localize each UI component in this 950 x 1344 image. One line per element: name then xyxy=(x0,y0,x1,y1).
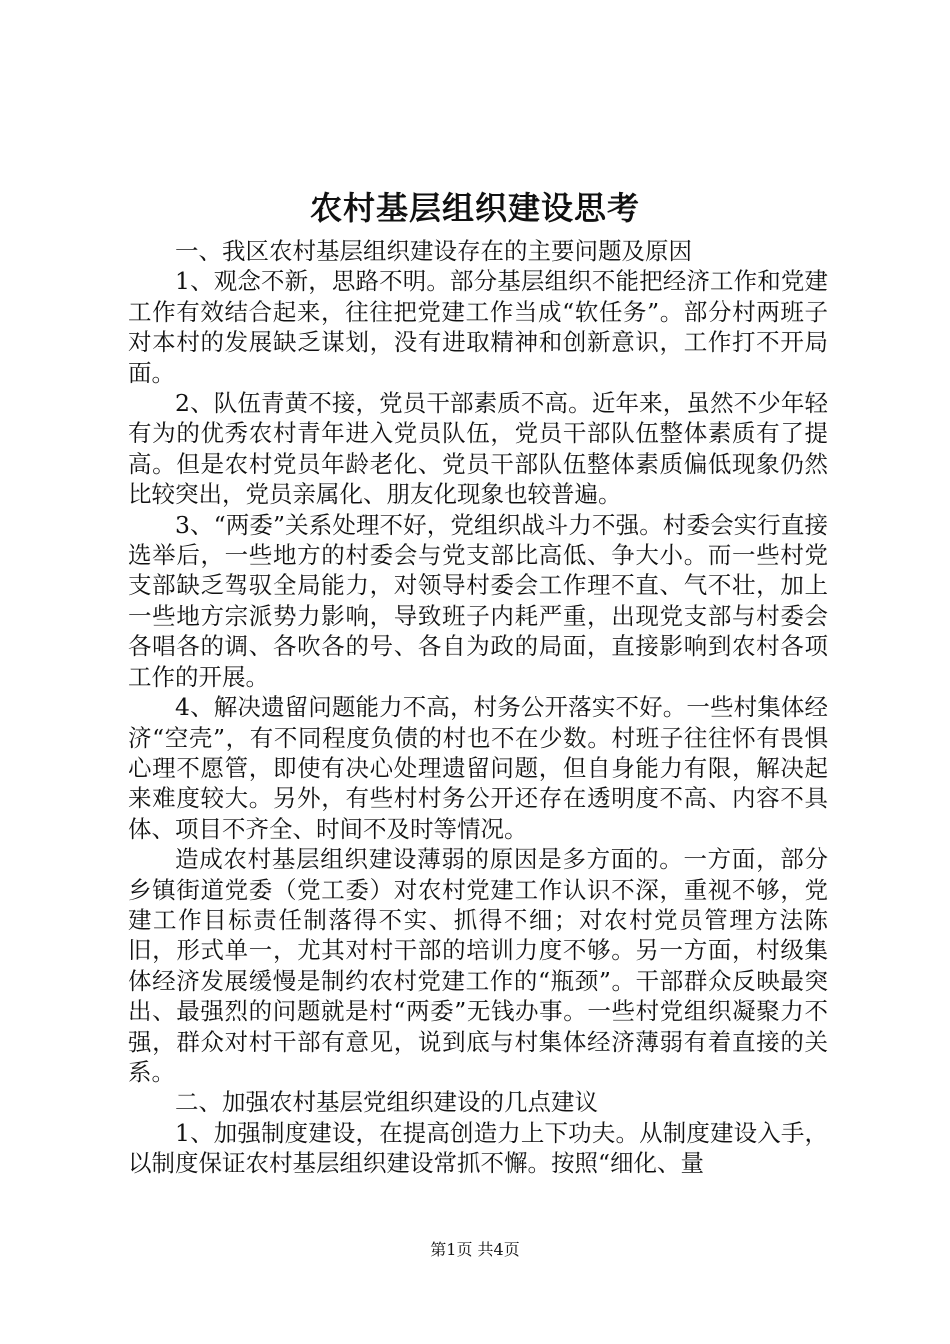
page-footer: 第1页 共4页 xyxy=(430,1240,520,1259)
document-body xyxy=(128,236,828,1179)
paragraph-3: 3、“两委”关系处理不好，党组织战斗力不强。村委会实行直接选举后，一些地方的村委会与党支部比高低、争大小。而一些村党支部缺乏驾驭全局能力，对领导村委会工作理不直、气不壮，加上一些地方宗派势力影响，导致班子内耗严重，出现党支部与村委会各唱各的调、各吹各的号、各自为政的局面，直接影响到农村各项工作的开展。 xyxy=(128,510,828,691)
paragraph-5: 造成农村基层组织建设薄弱的原因是多方面的。一方面，部分乡镇街道党委（党工委）对农村党建工作认识不深，重视不够，党建工作目标责任制落得不实、抓得不细；对农村党员管理方法陈旧，形式单一，尤其对村干部的培训力度不够。另一方面，村级集体经济发展缓慢是制约农村党建工作的“瓶颈”。干部群众反映最突出、最强烈的问题就是村“两委”无钱办事。一些村党组织凝聚力不强，群众对村干部有意见，说到底与村集体经济薄弱有着直接的关系。 xyxy=(128,845,828,1086)
paragraph-2: 2、队伍青黄不接，党员干部素质不高。近年来，虽然不少年轻有为的优秀农村青年进入党员队伍，党员干部队伍整体素质有了提高。但是农村党员年龄老化、党员干部队伍整体素质偏低现象仍然比较突出，党员亲属化、朋友化现象也较普遍。 xyxy=(128,389,828,509)
paragraph-1: 1、观念不新，思路不明。部分基层组织不能把经济工作和党建工作有效结合起来，往往把党建工作当成“软任务”。部分村两班子对本村的发展缺乏谋划，没有进取精神和创新意识，工作打不开局面。 xyxy=(128,267,828,387)
section-heading-1: 一、我区农村基层组织建设存在的主要问题及原因 xyxy=(175,237,692,265)
section-heading-2: 二、加强农村基层党组织建设的几点建议 xyxy=(175,1088,598,1117)
paragraph-6: 1、加强制度建设，在提高创造力上下功夫。从制度建设入手，以制度保证农村基层组织建设常抓不懈。按照“细化、量 xyxy=(128,1118,828,1178)
paragraph-4: 4、解决遗留问题能力不高，村务公开落实不好。一些村集体经济“空壳”，有不同程度负债的村也不在少数。村班子往往怀有畏惧心理不愿管，即使有决心处理遗留问题，但自身能力有限，解决起来难度较大。另外，有些村村务公开还存在透明度不高、内容不具体、项目不齐全、时间不及时等情况。 xyxy=(128,693,828,843)
document-title: 农村基层组织建设思考 xyxy=(309,189,640,227)
